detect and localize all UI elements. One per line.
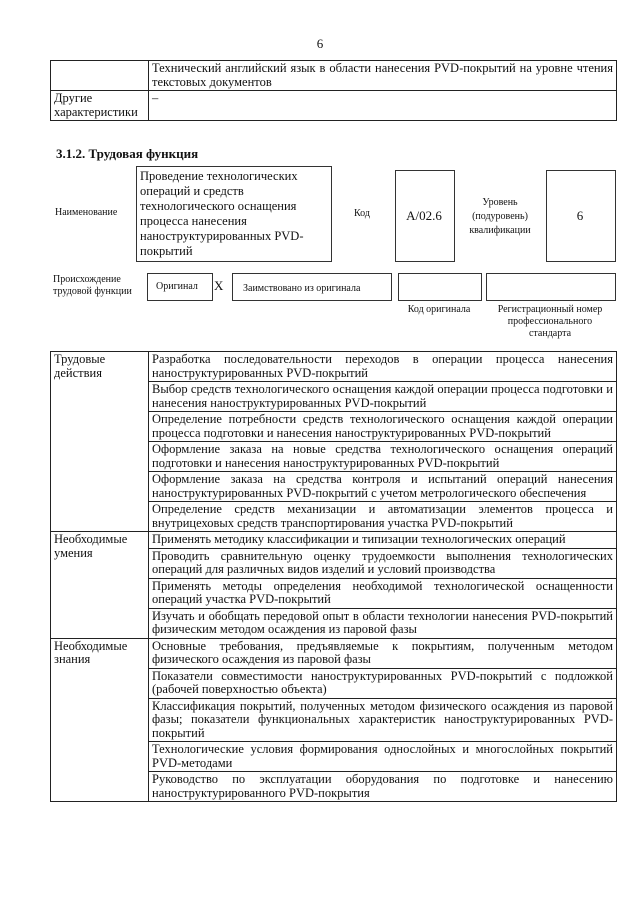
required-knowledge-item: Классификация покрытий, полученных методом физического осаждения из паровой фазы; показатели функциональных характеристик наноструктурированных PVD-покрытий (149, 698, 617, 742)
section-title: 3.1.2. Трудовая функция (56, 146, 199, 161)
required-skill-item: Изучать и обобщать передовой опыт в области технологии нанесения PVD-покрытий физическим методом осаждения из паровой фазы (149, 608, 617, 638)
other-characteristics-label: Другие характеристики (51, 91, 149, 121)
code-label: Код (354, 208, 370, 219)
labor-action-item: Разработка последовательности переходов в операции процесса нанесения наноструктурированных PVD-покрытий (149, 352, 617, 382)
origin-original-text: Оригинал (156, 281, 198, 292)
required-knowledge-item: Основные требования, предъявляемые к покрытиям, полученным методом физического осаждения из паровой фазы (149, 638, 617, 668)
origin-code-box (398, 273, 482, 301)
origin-reg-box (486, 273, 616, 301)
required-knowledge-item: Технологические условия формирования однослойных и многослойных покрытий PVD-методами (149, 742, 617, 772)
origin-reg-caption: Регистрационный номер профессионального стандарта (497, 304, 603, 339)
page-number: 6 (316, 36, 324, 51)
origin-borrowed-text: Заимствовано из оригинала (243, 283, 361, 294)
required-knowledge-item: Руководство по эксплуатации оборудования по подготовке и нанесению наноструктурированного PVD-покрытия (149, 772, 617, 802)
name-value: Проведение технологических операций и средств технологического оснащения процесса нанесения наноструктурированных PVD-покрытий (140, 169, 304, 258)
other-characteristics-value: – (149, 91, 617, 121)
labor-action-item: Определение средств механизации и автоматизации элементов процесса и внутрицеховых средств транспортирования участка PVD-покрытий (149, 502, 617, 532)
labor-action-item: Оформление заказа на средства контроля и испытаний операций нанесения наноструктурированных PVD-покрытий с учетом метрологического обеспечения (149, 472, 617, 502)
origin-code-caption: Код оригинала (407, 304, 471, 315)
labor-action-item: Определение потребности средств технологического оснащения каждой операции процесса подготовки и нанесения наноструктурированных PVD-покрытий (149, 412, 617, 442)
main-table (50, 351, 617, 802)
level-label: Уровень (подуровень) квалификации (469, 197, 531, 236)
name-label: Наименование (55, 207, 118, 218)
required-skill-item: Проводить сравнительную оценку трудоемкости выполнения технологических операций для различных видов изделий и условий производства (149, 548, 617, 578)
required-knowledge-item: Показатели совместимости наноструктурированных PVD-покрытий с подложкой (рабочей поверхностью объекта) (149, 668, 617, 698)
labor-action-item: Выбор средств технологического оснащения каждой операции процесса подготовки и нанесения наноструктурированных PVD-покрытий (149, 382, 617, 412)
required-skills-label: Необходимые умения (51, 532, 149, 639)
top-table (50, 60, 617, 121)
top-table-empty-cell (51, 61, 149, 91)
labor-action-item: Оформление заказа на новые средства технологического оснащения операций подготовки и нанесения наноструктурированных PVD-покрытий (149, 442, 617, 472)
required-knowledge-label: Необходимые знания (51, 638, 149, 802)
required-skill-item: Применять методы определения необходимой технологической оснащенности операций участка PVD-покрытий (149, 578, 617, 608)
top-table-row1-text: Технический английский язык в области нанесения PVD-покрытий на уровне чтения текстовых документов (149, 61, 617, 91)
origin-mark: X (214, 278, 224, 293)
code-value: А/02.6 (406, 208, 442, 223)
labor-actions-label: Трудовые действия (51, 352, 149, 532)
origin-label: Происхождение трудовой функции (53, 274, 132, 297)
level-value: 6 (576, 208, 584, 223)
required-skill-item: Применять методику классификации и типизации технологических операций (149, 532, 617, 549)
